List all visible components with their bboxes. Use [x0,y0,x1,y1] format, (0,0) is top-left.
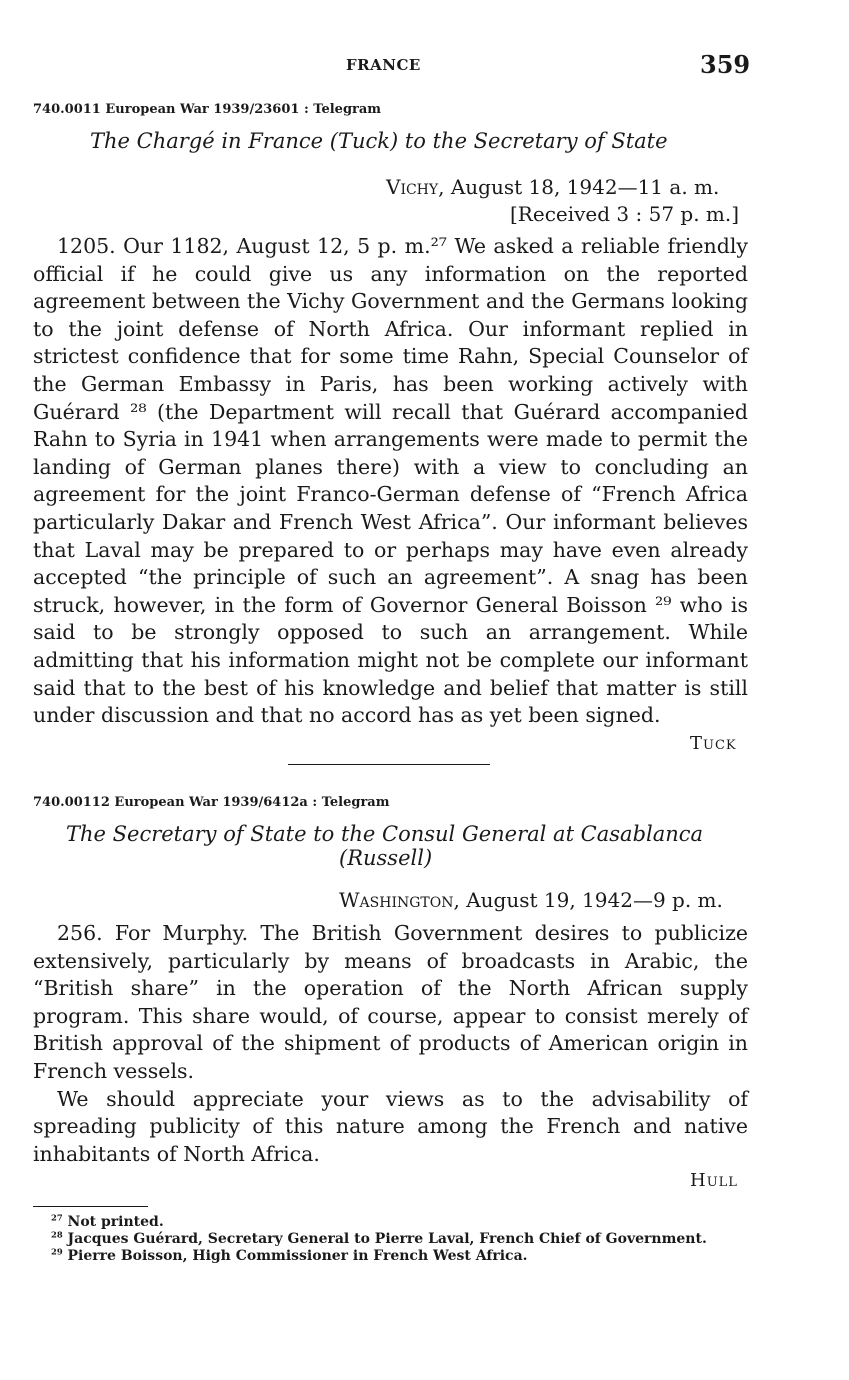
doc2-body [33,920,748,1168]
doc1-title: The Chargé in France (Tuck) to the Secretary of State [90,129,668,153]
doc1-date: , August 18, 1942—11 a. m. [438,175,720,199]
footnote-27 [33,1214,751,1231]
doc2-paragraph: We should appreciate your views as to the advisability of spreading publicity of this nature among the French and native inhabitants of North Africa. [33,1086,748,1166]
doc2-place: Washington [339,888,454,912]
doc2-paragraph: 256. For Murphy. The British Government desires to publicize extensively, particularly by means of broadcasts in Arabic, the “British share” in the operation of the North African supply program. This share would, of course, appear to consist merely of British approval of the shipment of products of American origin in French vessels. [33,921,748,1083]
doc2-signature: Hull [690,1170,738,1191]
doc1-place: Vichy [386,175,439,199]
footnote-text: Jacques Guérard, Secretary General to Pierre Laval, French Chief of Government. [67,1231,707,1247]
footnote-mark: 28 [51,1229,63,1240]
doc1-dateline [386,175,719,199]
doc1-received: [Received 3 : 57 p. m.] [510,202,740,226]
doc2-date: , August 19, 1942—9 p. m. [453,888,723,912]
footnote-rule [33,1206,148,1207]
doc1-file-reference: 740.0011 European War 1939/23601 : Telegram [33,102,382,117]
doc2-file-reference: 740.00112 European War 1939/6412a : Telegram [33,795,390,810]
doc2-dateline [339,888,723,912]
running-head: FRANCE [346,56,421,74]
footnote-text: Not printed. [67,1214,164,1230]
footnote-28 [33,1231,751,1248]
doc1-body [33,233,748,730]
section-divider [288,764,490,765]
doc2-title-line1: The Secretary of State to the Consul General at Casablanca [66,822,704,846]
footnote-text: Pierre Boisson, High Commissioner in French West Africa. [67,1248,528,1264]
doc1-paragraph: 1205. Our 1182, August 12, 5 p. m.²⁷ We asked a reliable friendly official if he could give us any information on the reported agreement between the Vichy Government and the Germans looking to the joint defense of North Africa. Our informant replied in strictest confidence that for some time Rahn, Special Counselor of the German Embassy in Paris, has been working actively with Guérard ²⁸ (the Department will recall that Guérard accompanied Rahn to Syria in 1941 when arrangements were made to permit the landing of German planes there) with a view to concluding an agreement for the joint Franco-German defense of “French Africa particularly Dakar and French West Africa”. Our informant believes that Laval may be prepared to or perhaps may have even already accepted “the principle of such an agreement”. A snag has been struck, however, in the form of Governor General Boisson ²⁹ who is said to be strongly opposed to such an arrangement. While admitting that his information might not be complete our informant said that to the best of his knowledge and belief that matter is still under discussion and that no accord has as yet been signed. [33,234,748,728]
doc1-signature: Tuck [690,733,737,754]
doc2-title-line2: (Russell) [339,846,433,870]
footnote-mark: 27 [51,1212,63,1223]
footnote-mark: 29 [51,1246,63,1257]
footnote-29 [33,1248,751,1265]
footnotes [33,1214,751,1265]
page-number: 359 [700,50,751,79]
